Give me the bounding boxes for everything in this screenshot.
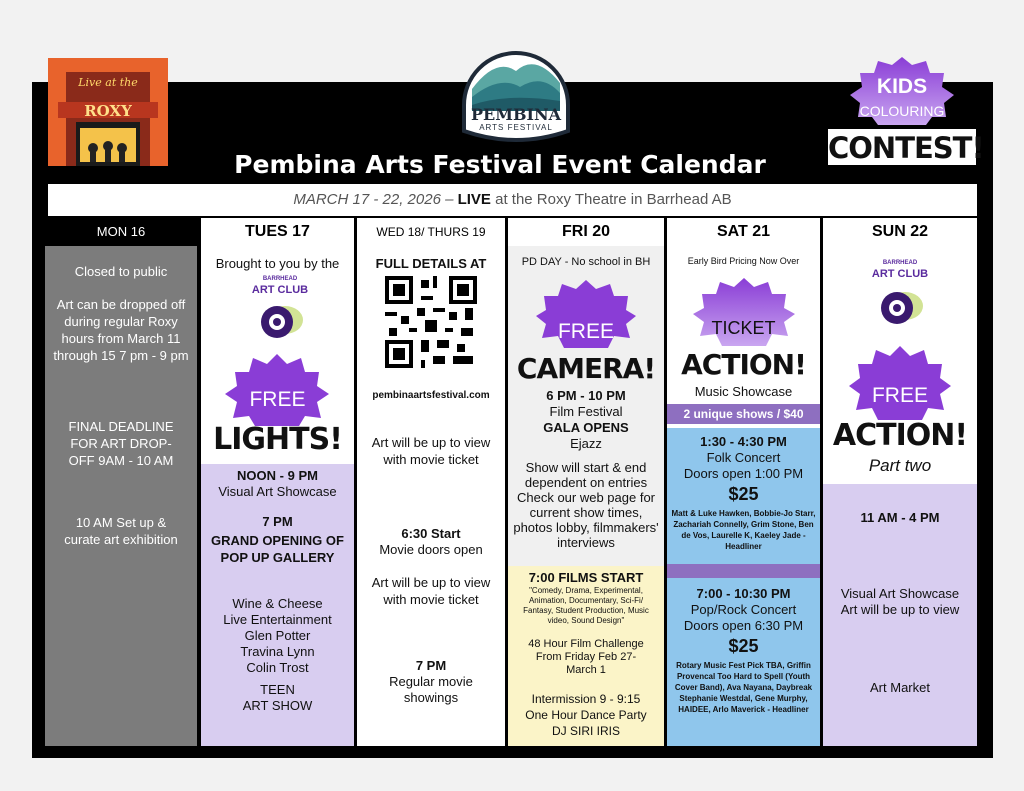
- tue-header: TUES 17: [201, 218, 354, 246]
- fri-film: Film Festival: [549, 404, 623, 419]
- art-club-logo: [245, 276, 315, 342]
- art-club-logo-top: BARRHEAD: [262, 276, 298, 282]
- fri-genres: "Comedy, Drama, Experimental, Animation, Documentary, Sci-Fi/ Fantasy, Student Production, Music video, Sound Design": [523, 586, 649, 625]
- tue-item-0: Wine & Cheese: [232, 596, 323, 611]
- mon-dropoff: Art can be dropped off during regular Roxy hours from March 11 through 15 7 pm - 9 pm: [53, 297, 189, 363]
- subtitle-live: LIVE: [457, 191, 491, 208]
- sun-view: Art will be up to view: [840, 602, 960, 617]
- mon-closed: Closed to public: [74, 264, 168, 279]
- tue-showcase: Visual Art Showcase: [218, 484, 337, 499]
- mon-deadline: FINAL DEADLINE FOR ART DROP-OFF 9AM - 10 AM: [68, 419, 174, 468]
- sun-free: FREE: [871, 384, 928, 407]
- sat-s1-name: Folk Concert: [706, 450, 781, 465]
- tue-teen2: ART SHOW: [242, 698, 313, 713]
- tue-brought: Brought to you by the: [215, 256, 340, 271]
- sat-s2-doors: Doors open 6:30 PM: [683, 618, 804, 633]
- wed-regular: Regular movie showings: [389, 674, 473, 705]
- tue-lights: LIGHTS!: [213, 422, 342, 457]
- sat-s1-acts: Matt & Luke Hawken, Bobbie-Jo Starr, Zachariah Connelly, Grim Stone, Ben de Vos, Laurelle K, Kaeley Jade - Headliner: [671, 509, 816, 551]
- wed-view2: Art will be up to view with movie ticket: [371, 575, 491, 607]
- art-club-logo-bottom: ART CLUB: [251, 284, 309, 296]
- sun-part: Part two: [868, 456, 932, 475]
- kids-text: KIDS: [876, 75, 928, 98]
- sat-s1-price: $25: [728, 484, 759, 504]
- colouring-text: COLOURING: [859, 103, 945, 119]
- subtitle-bar: [48, 184, 977, 216]
- mon-header: MON 16: [45, 218, 197, 246]
- subtitle-rest: at the Roxy Theatre in Barrhead AB: [495, 191, 732, 208]
- sun-art-club-logo: [865, 260, 935, 332]
- tue-teen1: TEEN: [260, 682, 295, 697]
- tue-time2: 7 PM: [262, 514, 293, 529]
- pembina-logo-sub: ARTS FESTIVAL: [479, 123, 553, 132]
- column-sat: [667, 218, 820, 746]
- pembina-logo-name: PEMBINA: [471, 105, 561, 124]
- sat-s1-doors: Doors open 1:00 PM: [683, 466, 804, 481]
- sun-burst-icon: [845, 346, 955, 420]
- wed-start: 6:30 Start: [401, 526, 461, 541]
- fri-header: FRI 20: [508, 218, 664, 246]
- sun-header: SUN 22: [823, 218, 977, 246]
- tue-item-2: Glen Potter: [244, 628, 311, 643]
- tue-free: FREE: [249, 388, 306, 411]
- fri-time: 6 PM - 10 PM: [546, 388, 626, 403]
- fri-pd: PD DAY - No school in BH: [521, 256, 651, 268]
- page-title: Pembina Arts Festival Event Calendar: [234, 150, 766, 179]
- roxy-logo-roxy: ROXY: [84, 102, 132, 120]
- sat-header: SAT 21: [667, 218, 820, 246]
- column-sun: [823, 218, 977, 746]
- sat-action: ACTION!: [681, 348, 806, 381]
- sun-showcase: Visual Art Showcase: [840, 586, 960, 601]
- column-tue: [201, 218, 354, 746]
- fri-intermission: Intermission 9 - 9:15: [531, 692, 641, 706]
- sat-unique: 2 unique shows / $40: [667, 404, 820, 424]
- sat-s2-name: Pop/Rock Concert: [690, 602, 797, 617]
- sun-time: 11 AM - 4 PM: [860, 510, 940, 525]
- wed-time: 7 PM: [415, 658, 447, 673]
- subtitle-dates: MARCH 17 - 22, 2026 –: [293, 191, 454, 208]
- sat-s2-price: $25: [728, 636, 759, 656]
- wed-details: FULL DETAILS AT: [375, 256, 487, 271]
- fri-gala: GALA OPENS: [543, 420, 629, 435]
- fri-dance: One Hour Dance Party: [525, 708, 647, 722]
- fri-ejazz: Ejazz: [570, 436, 602, 451]
- tue-time1: NOON - 9 PM: [237, 468, 318, 483]
- fri-dj: DJ SIRI IRIS: [551, 724, 620, 738]
- sat-divider: [667, 564, 820, 578]
- fri-free: FREE: [557, 320, 614, 343]
- sat-music: Music Showcase: [694, 384, 793, 399]
- wed-view1: Art will be up to view with movie ticket: [371, 435, 491, 467]
- sat-s2-time: 7:00 - 10:30 PM: [696, 586, 791, 601]
- mon-setup: 10 AM Set up & curate art exhibition: [64, 515, 178, 547]
- wed-url[interactable]: pembinaartsfestival.com: [372, 390, 490, 401]
- fri-films-start: 7:00 FILMS START: [528, 570, 644, 585]
- sun-market: Art Market: [870, 680, 930, 695]
- sun-action: ACTION!: [832, 418, 968, 453]
- tue-opening: GRAND OPENING OF POP UP GALLERY: [211, 533, 344, 565]
- sat-s2-acts: Rotary Music Fest Pick TBA, Griffin Provencal Too Hard to Spell (Youth Cover Band), Ava Nayana, Daybreak Stephanie Westdal, Gene Murphy, HAIDEE, Arlo Maverick - Headliner: [674, 661, 813, 714]
- fri-show: Show will start & end dependent on entries Check our web page for current show times, photos lobby, filmmakers' interviews: [513, 460, 659, 550]
- sun-art-club-logo-bottom: ART CLUB: [871, 268, 929, 280]
- roxy-logo: [48, 58, 168, 166]
- wed-doors: Movie doors open: [379, 542, 483, 557]
- roxy-logo-live: Live at the: [78, 76, 138, 89]
- wed-header: WED 18/ THURS 19: [357, 218, 505, 246]
- sat-s1-time: 1:30 - 4:30 PM: [700, 434, 787, 449]
- qr-code-icon[interactable]: [385, 276, 477, 368]
- column-fri: [508, 218, 664, 746]
- tue-item-3: Travina Lynn: [240, 644, 315, 659]
- column-mon: [45, 218, 197, 746]
- kids-colouring-badge: [842, 55, 962, 125]
- column-wed: [357, 218, 505, 746]
- tue-item-1: Live Entertainment: [223, 612, 332, 627]
- fri-challenge: 48 Hour Film Challenge From Friday Feb 27- March 1: [528, 638, 644, 676]
- fri-camera: CAMERA!: [516, 352, 656, 385]
- contest-label: CONTEST!: [826, 127, 978, 167]
- pembina-logo: [456, 27, 576, 143]
- sun-art-club-logo-top: BARRHEAD: [882, 260, 918, 266]
- sat-ticket: TICKET: [711, 318, 776, 338]
- sat-early: Early Bird Pricing Now Over: [687, 256, 800, 266]
- tue-item-4: Colin Trost: [246, 660, 309, 675]
